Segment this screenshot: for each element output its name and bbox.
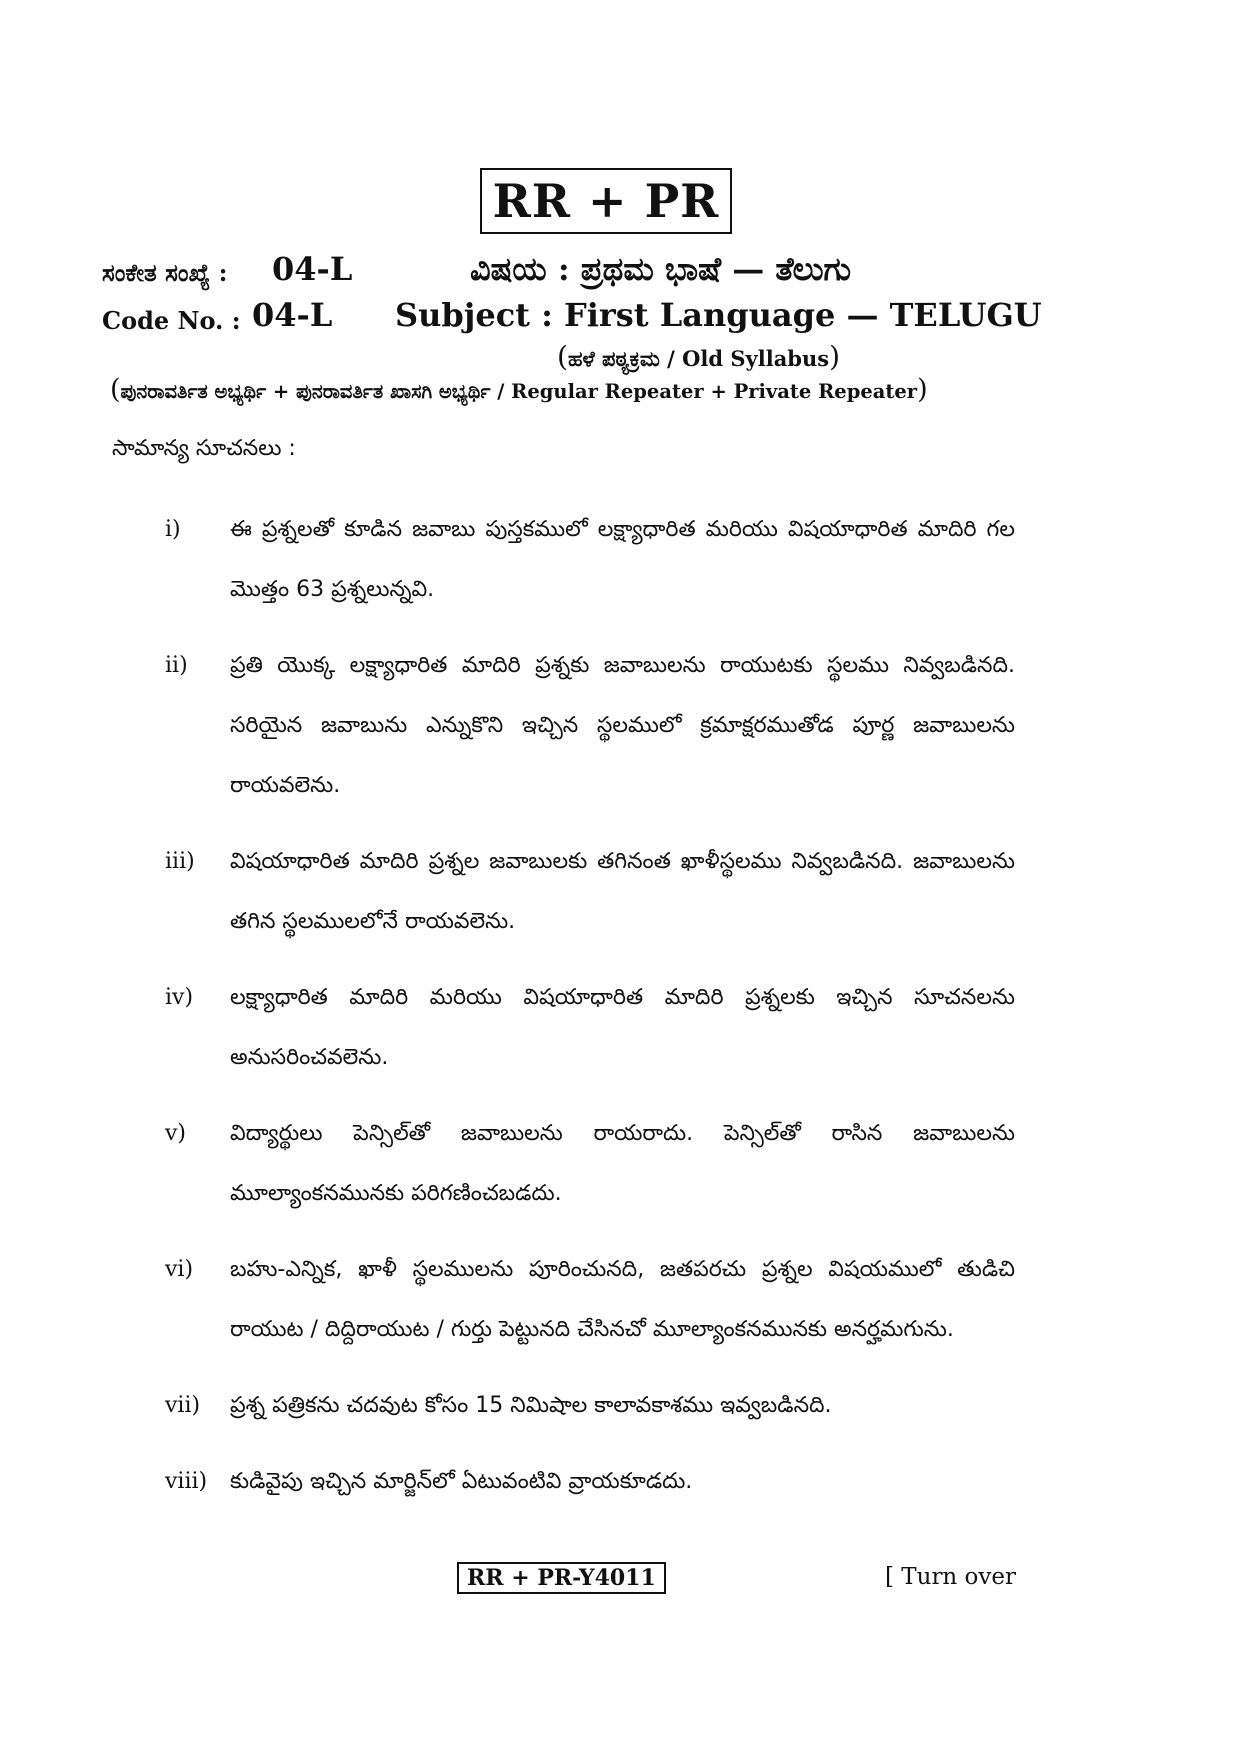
header-kannada-row	[102, 248, 1142, 292]
instruction-number: viii)	[165, 1469, 208, 1494]
code-label: Code No. :	[102, 306, 241, 335]
instruction-item	[165, 1240, 1015, 1360]
instruction-number: v)	[165, 1121, 187, 1146]
title-box	[480, 168, 732, 234]
code-value: 04-L	[252, 296, 333, 334]
instruction-text: ప్రశ్న పత్రికను చదవుట కోసం 15 నిమిషాల కాలావకాశము ఇవ్వబడినది.	[230, 1393, 832, 1418]
kannada-subject: ವಿಷಯ : ಪ್ರಥಮ ಭಾಷೆ — ತೆಲುಗು	[470, 250, 852, 288]
instruction-text: విద్యార్థులు పెన్సిల్‌తో జవాబులను రాయరాదు. పెన్సిల్‌తో రాసిన జవాబులను మూల్యాంకనమునకు పరిగణించబడదు.	[230, 1121, 1015, 1206]
candidates-note: (ಪುನರಾವರ್ತಿತ ಅಭ್ಯರ್ಥಿ + ಪುನರಾವರ್ತಿತ ಖಾಸಗಿ ಅಭ್ಯರ್ಥಿ / Regular Repeater + Private Repeater)	[110, 374, 928, 405]
candidates-text: ಪುನರಾವರ್ತಿತ ಅಭ್ಯರ್ಥಿ + ಪುನರಾವರ್ತಿತ ಖಾಸಗಿ ಅಭ್ಯರ್ಥಿ / Regular Repeater + Private Repeater	[120, 380, 918, 403]
kannada-code-label: ಸಂಕೇತ ಸಂಖ್ಯೆ :	[102, 258, 228, 287]
instruction-text: కుడివైపు ఇచ్చిన మార్జిన్‌లో ఏటువంటివి వ్రాయకూడదు.	[230, 1469, 693, 1494]
instruction-item	[165, 832, 1015, 952]
instruction-text: విషయాధారిత మాదిరి ప్రశ్నల జవాబులకు తగినంత ఖాళీస్థలము నివ్వబడినది. జవాబులను తగిన స్థలములలోనే రాయవలెను.	[230, 849, 1015, 934]
syllabus-note: (ಹಳೆ ಪಠ್ಯಕ್ರಮ / Old Syllabus)	[557, 340, 841, 373]
turn-over-note: [ Turn over	[885, 1564, 1017, 1590]
syllabus-text: ಹಳೆ ಪಠ್ಯಕ್ರಮ / Old Syllabus	[567, 346, 830, 371]
header-english-row	[102, 296, 1142, 340]
instruction-item	[165, 500, 1015, 620]
instruction-item	[165, 1376, 1015, 1436]
instruction-text: ఈ ప్రశ్నలతో కూడిన జవాబు పుస్తకములో లక్ష్యాధారిత మరియు విషయాధారిత మాదిరి గల మొత్తం 63 ప్రశ్నలున్నవి.	[230, 517, 1015, 602]
title-text: RR + PR	[492, 174, 720, 228]
instruction-item	[165, 1452, 1015, 1512]
instructions-list	[165, 500, 1015, 1512]
kannada-code-value: 04-L	[272, 250, 353, 288]
instruction-item	[165, 968, 1015, 1088]
instruction-text: ప్రతి యొక్క లక్ష్యాధారిత మాదిరి ప్రశ్నకు జవాబులను రాయుటకు స్థలము నివ్వబడినది. సరియైన జవాబును ఎన్నుకొని ఇచ్చిన స్థలములో క్రమాక్షరముతోడ పూర్ణ జవాబులను రాయవలెను.	[230, 653, 1015, 798]
subject-title: Subject : First Language — TELUGU	[395, 296, 1042, 334]
instruction-item	[165, 636, 1015, 816]
instruction-number: vi)	[165, 1257, 194, 1282]
general-instructions-heading: సామాన్య సూచనలు :	[112, 436, 296, 461]
instruction-number: i)	[165, 517, 181, 542]
instruction-text: లక్ష్యాధారిత మాదిరి మరియు విషయాధారిత మాదిరి ప్రశ్నలకు ఇచ్చిన సూచనలను అనుసరించవలెను.	[230, 985, 1015, 1070]
instruction-number: iii)	[165, 849, 195, 874]
instruction-item	[165, 1104, 1015, 1224]
instruction-number: ii)	[165, 653, 188, 678]
instruction-number: vii)	[165, 1393, 201, 1418]
footer-paper-code: RR + PR-Y4011	[457, 1562, 666, 1594]
instruction-number: iv)	[165, 985, 194, 1010]
instruction-text: బహు-ఎన్నిక, ఖాళీ స్థలములను పూరించునది, జతపరచు ప్రశ్నల విషయములో తుడిచి రాయుట / దిద్దిరాయుట / గుర్తు పెట్టునది చేసినచో మూల్యాంకనమునకు అనర్హమగును.	[230, 1257, 1015, 1342]
